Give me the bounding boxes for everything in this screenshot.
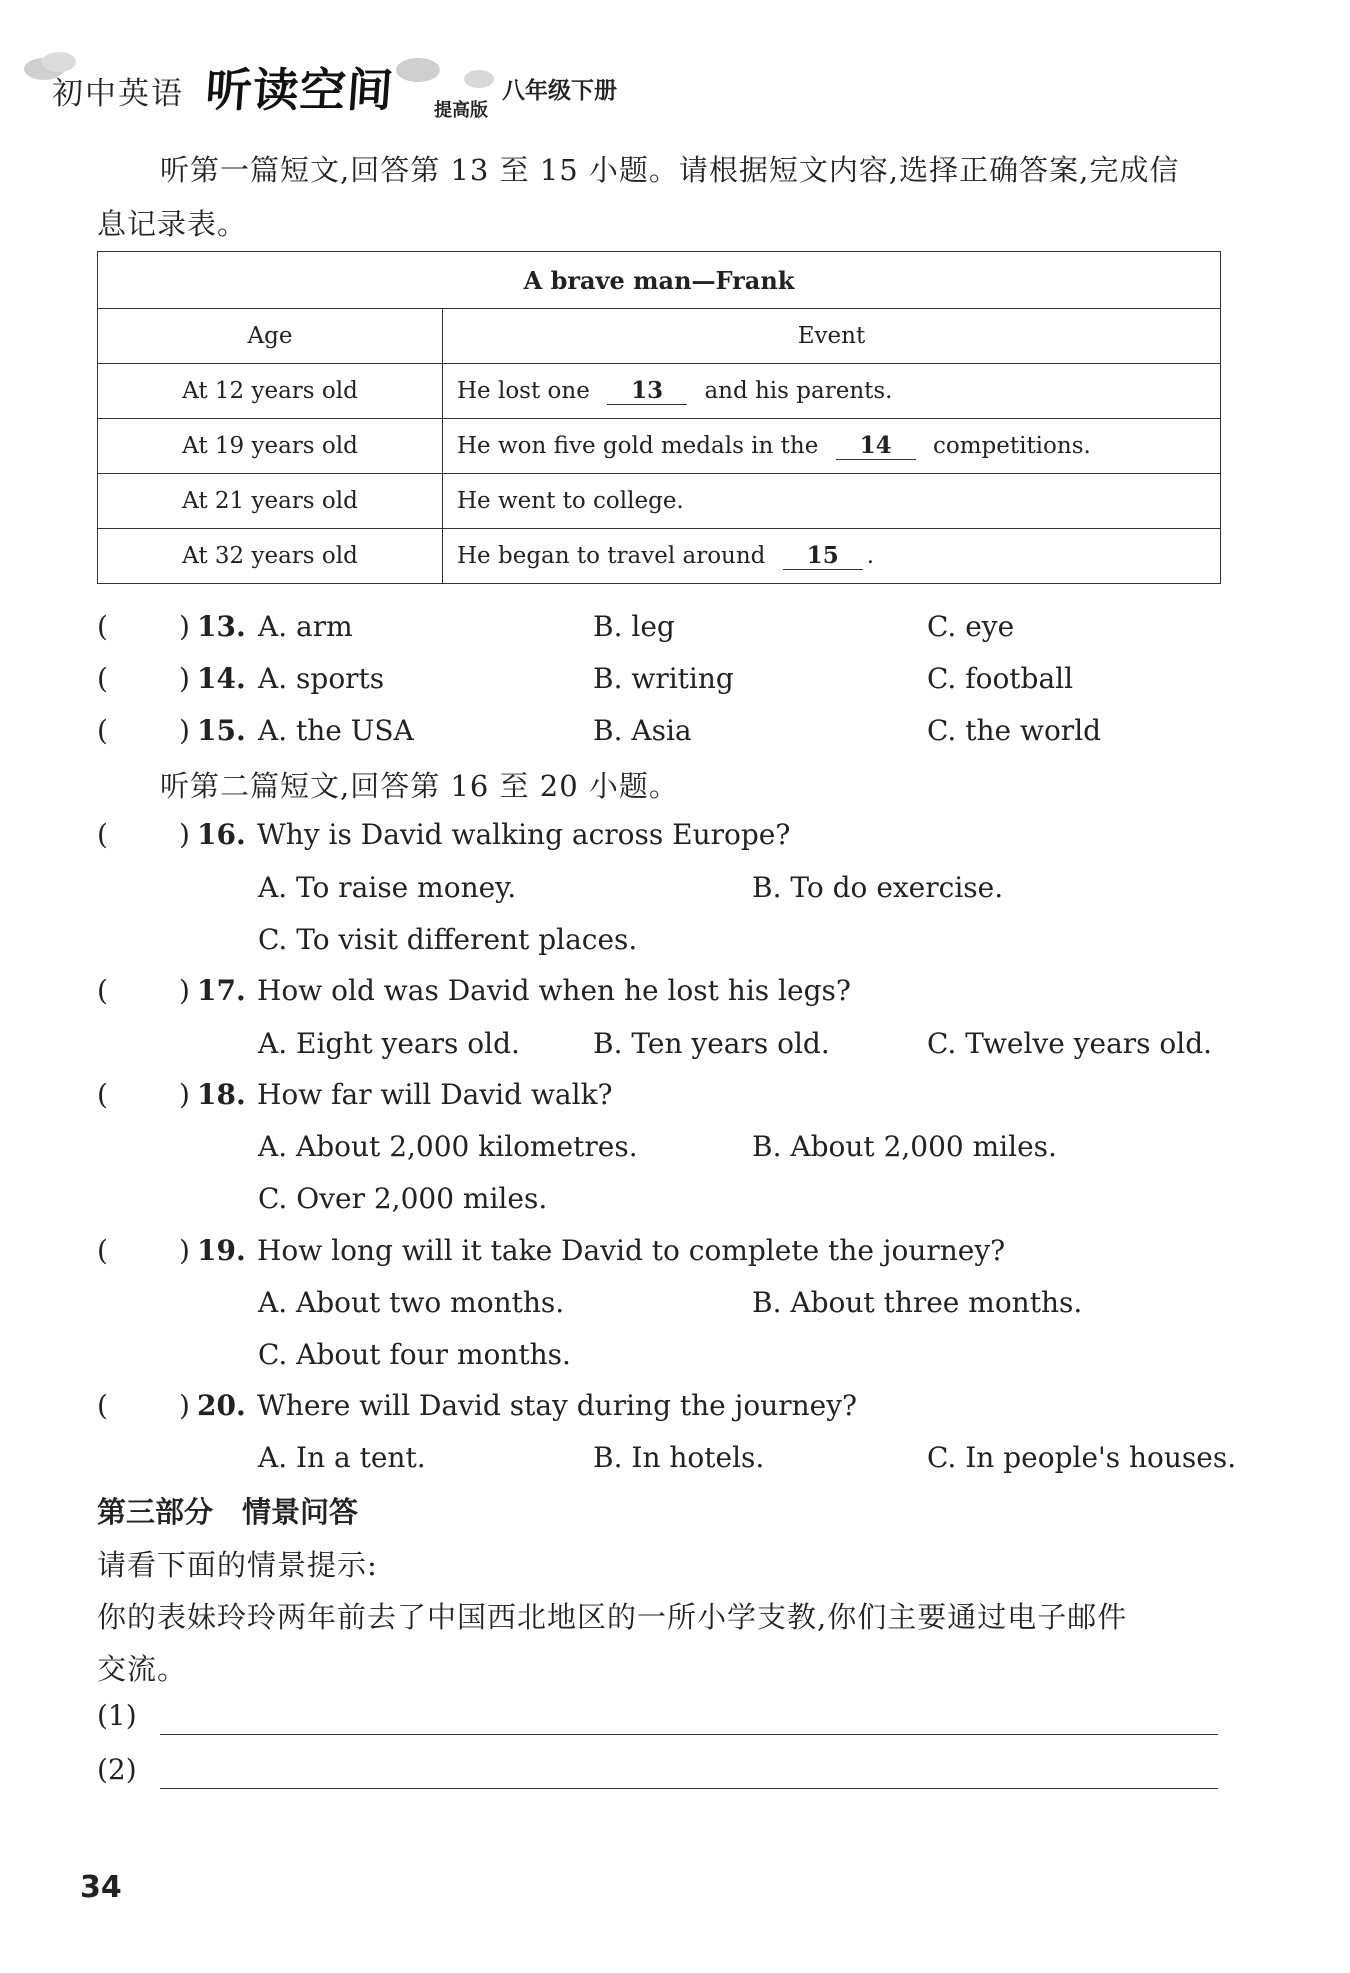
option-c[interactable]: C. About four months. bbox=[258, 1338, 571, 1371]
answer-paren-open[interactable]: ( bbox=[97, 1078, 108, 1111]
question-number: 15. bbox=[197, 714, 246, 747]
table-header-age: Age bbox=[98, 309, 443, 364]
option-a[interactable]: A. Eight years old. bbox=[258, 1027, 520, 1060]
answer-paren-close[interactable]: ) bbox=[179, 714, 190, 747]
question-text: How far will David walk? bbox=[257, 1078, 613, 1111]
option-c[interactable]: C. In people's houses. bbox=[927, 1441, 1237, 1474]
answer-label-2: (2) bbox=[97, 1753, 137, 1786]
event-text: He went to college. bbox=[457, 488, 684, 514]
table-row bbox=[98, 529, 1221, 584]
option-a[interactable]: A. About 2,000 kilometres. bbox=[258, 1130, 638, 1163]
age-cell: At 12 years old bbox=[98, 364, 443, 419]
answer-paren-close[interactable]: ) bbox=[179, 818, 190, 851]
option-b[interactable]: B. About 2,000 miles. bbox=[752, 1130, 1057, 1163]
option-c[interactable]: C. football bbox=[927, 662, 1074, 695]
option-c[interactable]: C. the world bbox=[927, 714, 1102, 747]
question-16 bbox=[97, 815, 1221, 855]
blank-15[interactable]: 15 bbox=[783, 543, 863, 570]
answer-paren-close[interactable]: ) bbox=[179, 610, 190, 643]
question-text: How long will it take David to complete the journey? bbox=[257, 1234, 1006, 1267]
age-cell: At 32 years old bbox=[98, 529, 443, 584]
table-row bbox=[98, 474, 1221, 529]
answer-paren-close[interactable]: ) bbox=[179, 662, 190, 695]
question-17 bbox=[97, 971, 1221, 1011]
answer-line-2[interactable] bbox=[160, 1788, 1218, 1789]
page-number: 34 bbox=[80, 1870, 122, 1905]
event-cell bbox=[443, 419, 1221, 474]
passage1-instruction-line2: 息记录表。 bbox=[97, 207, 248, 241]
question-19 bbox=[97, 1231, 1221, 1271]
table-row bbox=[98, 419, 1221, 474]
answer-paren-close[interactable]: ) bbox=[179, 1078, 190, 1111]
passage2-instruction: 听第二篇短文,回答第 16 至 20 小题。 bbox=[160, 769, 679, 803]
option-a[interactable]: A. sports bbox=[258, 662, 385, 695]
event-cell bbox=[443, 529, 1221, 584]
header-grade: 八年级下册 bbox=[502, 78, 617, 104]
answer-paren-open[interactable]: ( bbox=[97, 714, 108, 747]
answer-paren-open[interactable]: ( bbox=[97, 818, 108, 851]
scenario-prompt-label: 请看下面的情景提示: bbox=[97, 1548, 378, 1582]
table-title: A brave man—Frank bbox=[98, 252, 1221, 309]
table-row bbox=[98, 364, 1221, 419]
question-text: Why is David walking across Europe? bbox=[257, 818, 791, 851]
event-cell bbox=[443, 474, 1221, 529]
question-number: 19. bbox=[197, 1234, 246, 1267]
option-b[interactable]: B. Ten years old. bbox=[593, 1027, 830, 1060]
question-text: Where will David stay during the journey? bbox=[257, 1389, 858, 1422]
option-c[interactable]: C. To visit different places. bbox=[258, 923, 638, 956]
passage1-instruction-line1: 听第一篇短文,回答第 13 至 15 小题。请根据短文内容,选择正确答案,完成信 bbox=[160, 153, 1180, 187]
answer-paren-close[interactable]: ) bbox=[179, 1389, 190, 1422]
blank-14[interactable]: 14 bbox=[836, 433, 916, 460]
age-cell: At 21 years old bbox=[98, 474, 443, 529]
option-a[interactable]: A. arm bbox=[258, 610, 353, 643]
answer-paren-open[interactable]: ( bbox=[97, 1389, 108, 1422]
event-text: and his parents. bbox=[704, 377, 893, 404]
event-text: He won five gold medals in the bbox=[457, 432, 819, 459]
table-header-event: Event bbox=[443, 309, 1221, 364]
answer-paren-close[interactable]: ) bbox=[179, 1234, 190, 1267]
option-b[interactable]: B. To do exercise. bbox=[752, 871, 1004, 904]
event-cell bbox=[443, 364, 1221, 419]
question-number: 18. bbox=[197, 1078, 246, 1111]
answer-line-1[interactable] bbox=[160, 1734, 1218, 1735]
question-number: 20. bbox=[197, 1389, 246, 1422]
event-text: He lost one bbox=[457, 377, 590, 404]
answer-paren-open[interactable]: ( bbox=[97, 662, 108, 695]
section-heading: 第三部分 情景问答 bbox=[97, 1495, 359, 1529]
question-number: 14. bbox=[197, 662, 246, 695]
blank-13[interactable]: 13 bbox=[607, 378, 687, 405]
question-number: 16. bbox=[197, 818, 246, 851]
cloud-decoration-icon bbox=[464, 70, 494, 88]
event-text: competitions. bbox=[932, 432, 1091, 459]
option-c[interactable]: C. eye bbox=[927, 610, 1015, 643]
header-edition: 提高版 bbox=[434, 100, 488, 121]
option-a[interactable]: A. To raise money. bbox=[258, 871, 517, 904]
header-brand-logo: 听读空间 bbox=[203, 63, 396, 117]
answer-paren-close[interactable]: ) bbox=[179, 974, 190, 1007]
answer-label-1: (1) bbox=[97, 1699, 137, 1732]
answer-paren-open[interactable]: ( bbox=[97, 1234, 108, 1267]
option-c[interactable]: C. Twelve years old. bbox=[927, 1027, 1213, 1060]
option-b[interactable]: B. About three months. bbox=[752, 1286, 1083, 1319]
question-number: 17. bbox=[197, 974, 246, 1007]
header-prefix: 初中英语 bbox=[52, 76, 184, 112]
scenario-prompt-line1: 你的表妹玲玲两年前去了中国西北地区的一所小学支教,你们主要通过电子邮件 bbox=[97, 1600, 1128, 1634]
option-a[interactable]: A. In a tent. bbox=[258, 1441, 426, 1474]
question-number: 13. bbox=[197, 610, 246, 643]
scenario-prompt-line2: 交流。 bbox=[97, 1652, 188, 1686]
question-20 bbox=[97, 1386, 1221, 1426]
event-text: . bbox=[866, 542, 875, 569]
option-b[interactable]: B. writing bbox=[593, 662, 734, 695]
event-text: He began to travel around bbox=[457, 542, 766, 569]
option-a[interactable]: A. About two months. bbox=[258, 1286, 565, 1319]
answer-paren-open[interactable]: ( bbox=[97, 974, 108, 1007]
answer-paren-open[interactable]: ( bbox=[97, 610, 108, 643]
info-record-table bbox=[97, 251, 1221, 584]
option-c[interactable]: C. Over 2,000 miles. bbox=[258, 1182, 548, 1215]
question-text: How old was David when he lost his legs? bbox=[257, 974, 851, 1007]
option-a[interactable]: A. the USA bbox=[258, 714, 414, 747]
cloud-decoration-icon bbox=[396, 58, 440, 82]
option-b[interactable]: B. leg bbox=[593, 610, 675, 643]
age-cell: At 19 years old bbox=[98, 419, 443, 474]
option-b[interactable]: B. Asia bbox=[593, 714, 692, 747]
book-header bbox=[24, 52, 664, 126]
option-b[interactable]: B. In hotels. bbox=[593, 1441, 765, 1474]
question-18 bbox=[97, 1075, 1221, 1115]
